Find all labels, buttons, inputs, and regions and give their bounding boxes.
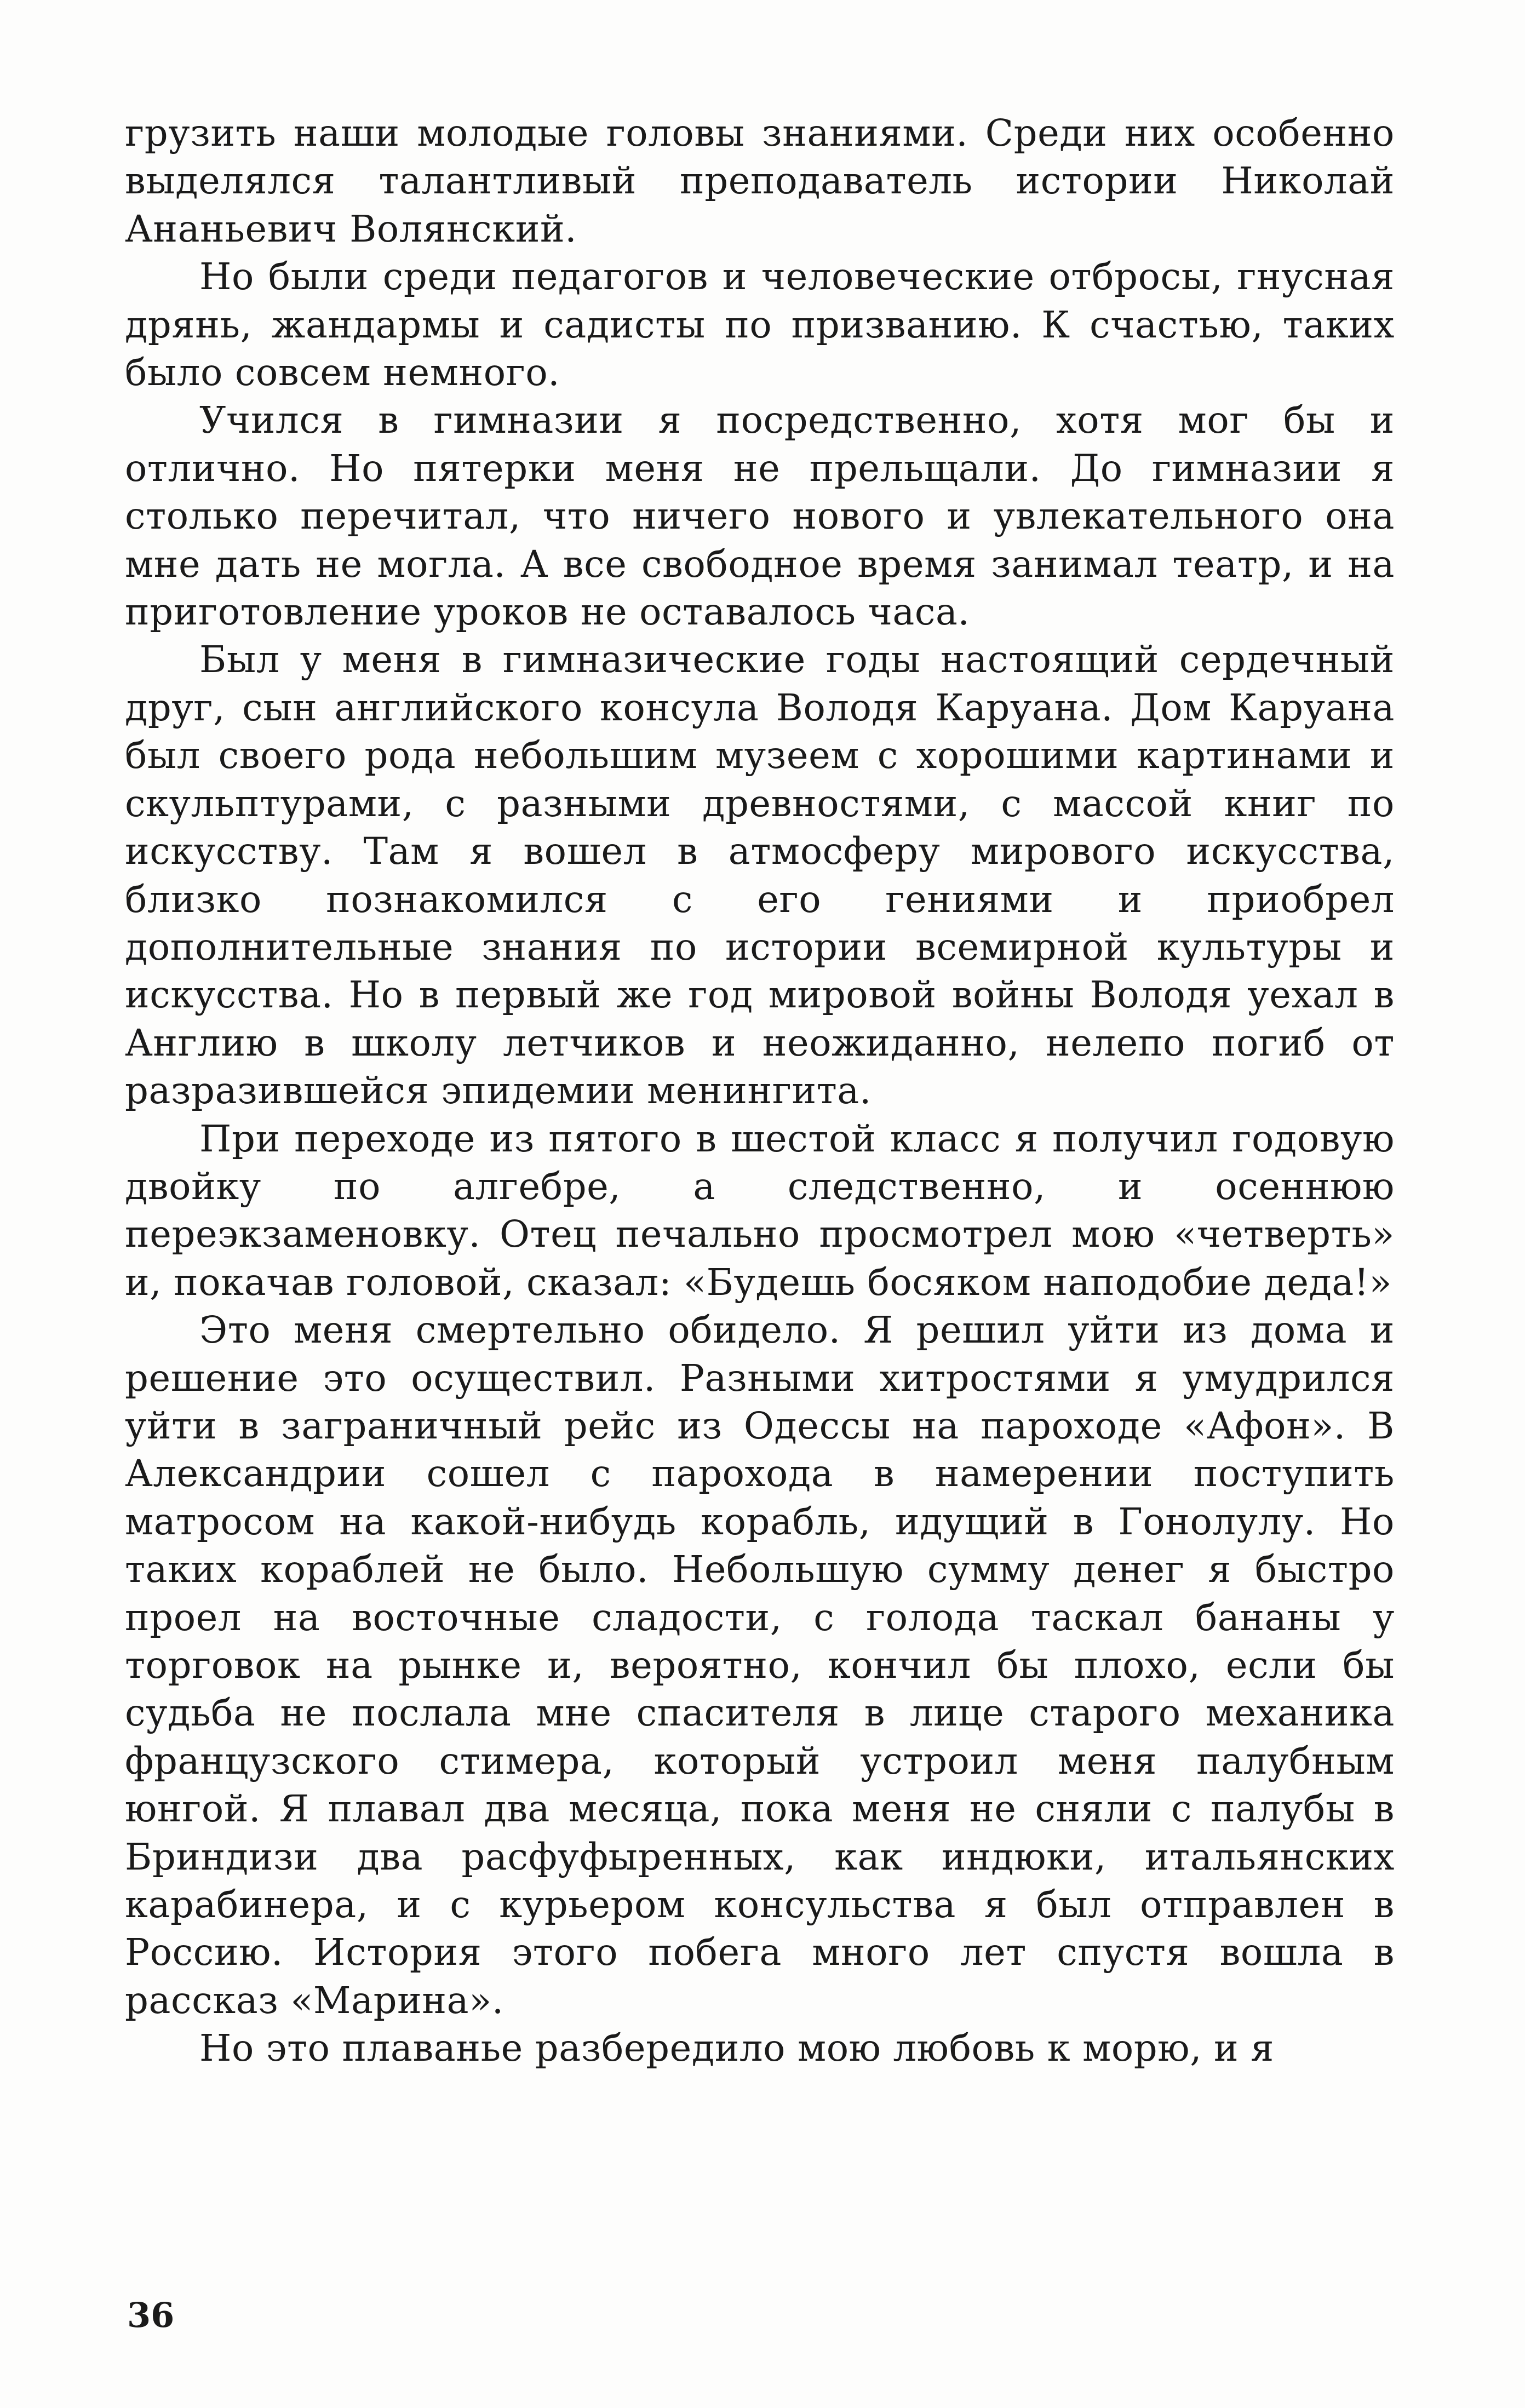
paragraph-5: При переходе из пятого в шестой класс я получил годовую двойку по алгебре, а следственно, и осеннюю переэкзаменовку. Отец печально просмотрел мою «четверть» и, покачав головой, сказал: «Будешь босяком наподобие деда!» — [125, 1117, 1395, 1304]
body-text — [125, 110, 1395, 2073]
paragraph-3: Учился в гимназии я посредственно, хотя мог бы и отлично. Но пятерки меня не прельщали. До гимназии я столько перечитал, что ничего нового и увлекательного она мне дать не могла. А все свободное время занимал театр, и на приготовление уроков не оставалось часа. — [125, 399, 1395, 634]
paragraph-7: Но это плаванье разбередило мою любовь к морю, и я — [199, 2027, 1275, 2070]
page-number: 36 — [127, 2295, 175, 2335]
paragraph-4: Был у меня в гимназические годы настоящий сердечный друг, сын английского консула Володя Каруана. Дом Каруана был своего рода небольшим музеем с хорошими картинами и скульптурами, с разными древностями, с массой книг по искусству. Там я вошел в атмосферу мирового искусства, близко познакомился с его гениями и приобрел дополнительные знания по истории всемирной культуры и искусства. Но в первый же год мировой войны Володя уехал в Англию в школу летчиков и неожиданно, нелепо погиб от разразившейся эпидемии менингита. — [125, 638, 1395, 1113]
paragraph-6: Это меня смертельно обидело. Я решил уйти из дома и решение это осуществил. Разными хитростями я умудрился уйти в заграничный рейс из Одессы на пароходе «Афон». В Александрии сошел с парохода в намерении поступить матросом на какой-нибудь корабль, идущий в Гонолулу. Но таких кораблей не было. Небольшую сумму денег я быстро проел на восточные сладости, с голода таскал бананы у торговок на рынке и, вероятно, кончил бы плохо, если бы судьба не послала мне спасителя в лице старого механика французского стимера, который устроил меня палубным юнгой. Я плавал два месяца, пока меня не сняли с палубы в Бриндизи два расфуфыренных, как индюки, итальянских карабинера, и с курьером консульства я был отправлен в Россию. История этого побега много лет спустя вошла в рассказ «Марина». — [125, 1309, 1395, 2022]
paragraph-1: грузить наши молодые головы знаниями. Среди них особенно выделялся талантливый преподаватель истории Николай Ананьевич Волянский. — [125, 112, 1395, 250]
paragraph-2: Но были среди педагогов и человеческие отбросы, гнусная дрянь, жандармы и садисты по призванию. К счастью, таких было совсем немного. — [125, 255, 1395, 394]
